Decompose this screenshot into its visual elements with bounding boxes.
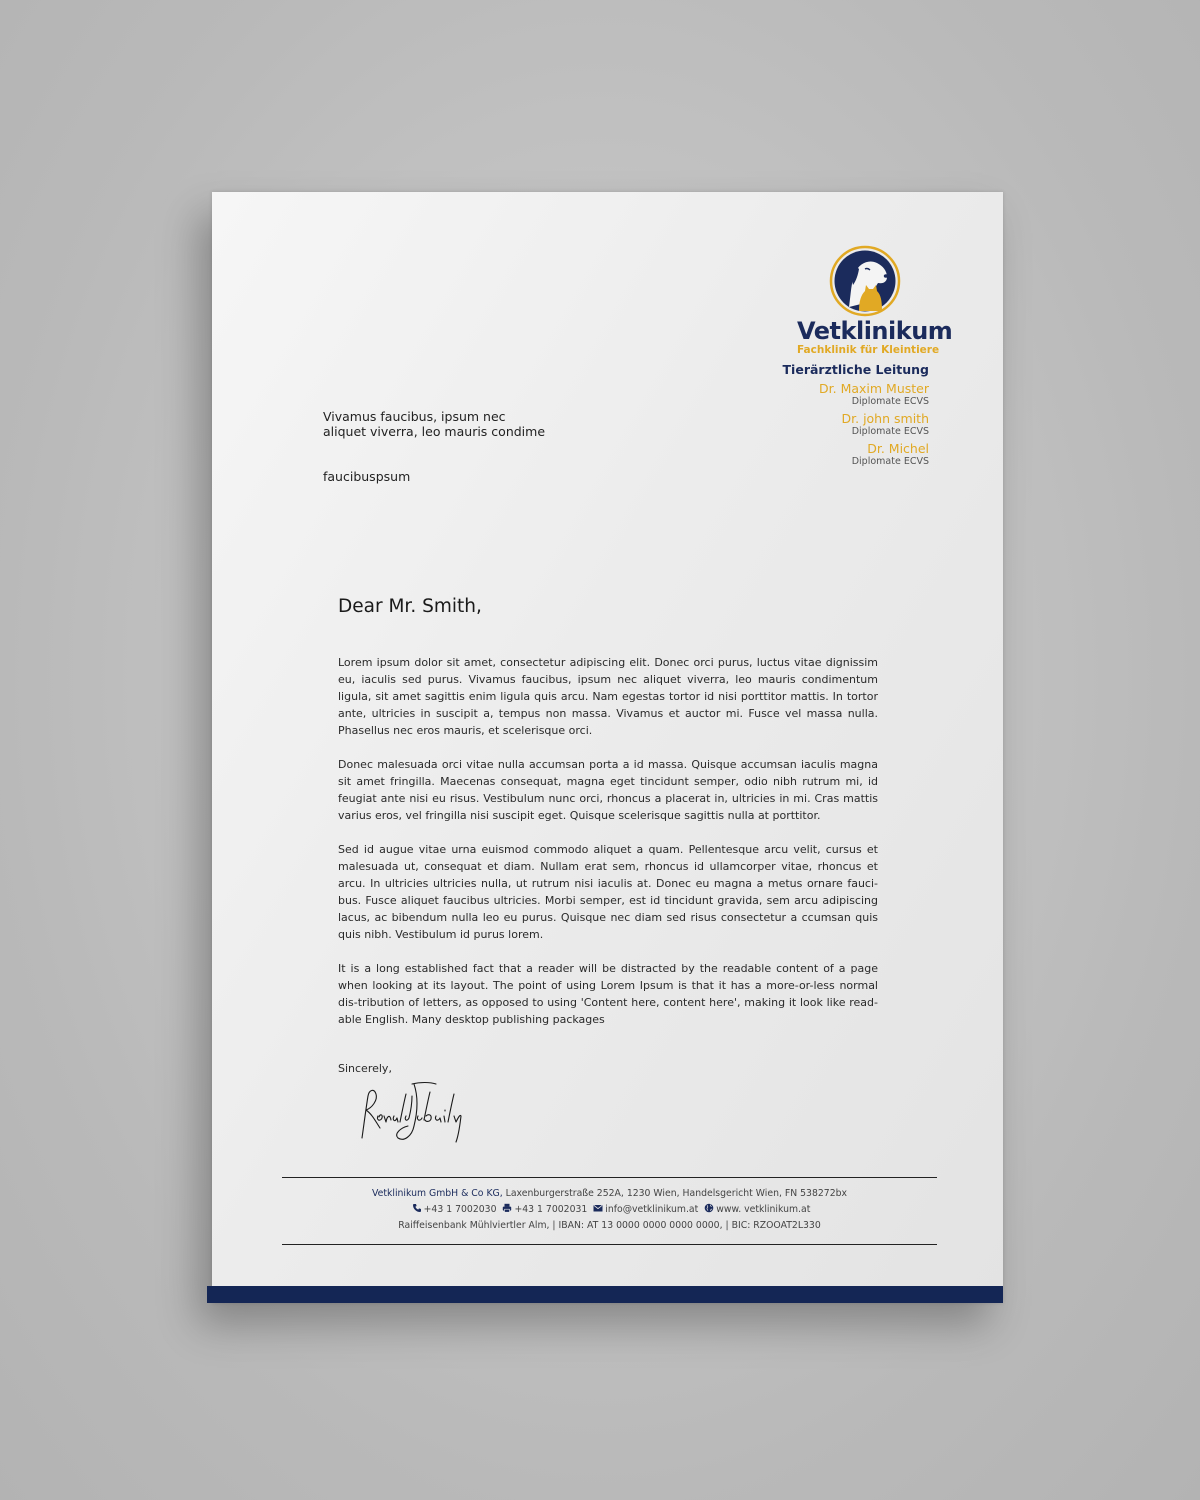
body-paragraph: It is a long established fact that a reader will be distracted by the readable content of a page when looking at its layout. The point of using Lorem Ipsum is that it has a more-or-less normal dis-tribution of letters, as opposed to using 'Content here, content here', making it look like read-able English. Many desktop publishing packages xyxy=(338,962,878,1026)
leadership-title: Tierärztliche Leitung xyxy=(782,362,929,377)
footer-bottom-rule xyxy=(282,1244,937,1245)
footer-website: www. vetklinikum.at xyxy=(716,1204,811,1215)
address-line: Vivamus faucibus, ipsum nec xyxy=(323,409,506,424)
brand-tagline: Fachklinik für Kleintiere xyxy=(797,344,940,356)
body-paragraph: Sed id augue vitae urna euismod commodo aliquet a quam. Pellentesque arcu velit, cursus et malesuada ut, consequat et diam. Nullam erat sem, rhoncus id ullamcorper vitae, rhoncus et arcu. In ultricies ultricies nulla, ut rutrum nisi iaculis at. Donec eu magna a metus ornare fauci-bus. Fusce aliquet faucibus ultricies. Morbi semper, est id tincidunt gravida, sem arcu adipiscing lacus, ac bibendum nulla leo eu purus. Quisque nec diam sed risus consectetur a ccumsan quis quis nibh. Vestibulum id purus lorem. xyxy=(338,843,878,941)
body-paragraph: Donec malesuada orci vitae nulla accumsan porta a id massa. Quisque accumsan iaculis magna sit amet fringilla. Maecenas consequat, magna eget tincidunt semper, odio nibh rutrum mi, id feugiat ante nisi eu risus. Vestibulum nunc orci, rhoncus a placerat in, ultricies in mi. Cras mattis varius eros, vel fringilla nisi suscipit eget. Quisque scelerisque sagittis nulla at porttitor. xyxy=(338,758,878,822)
letter-body xyxy=(338,654,878,1045)
footer-bank-line: Raiffeisenbank Mühlviertler Alm, | IBAN: AT 13 0000 0000 0000 0000, | BIC: RZOOAT2L330 xyxy=(398,1220,821,1231)
doctor-credential: Diplomate ECVS xyxy=(851,426,929,437)
salutation: Dear Mr. Smith, xyxy=(338,596,482,617)
address-line: aliquet viverra, leo mauris condime xyxy=(323,424,546,439)
footer-address: Laxenburgerstraße 252A, 1230 Wien, Handelsgericht Wien, FN 538272bx xyxy=(502,1188,848,1199)
footer-accent-bar xyxy=(207,1286,1003,1303)
globe-icon xyxy=(704,1203,714,1213)
doctor-entry xyxy=(819,441,929,468)
doctor-name: Dr. john smith xyxy=(841,411,929,426)
signature-icon xyxy=(356,1076,468,1146)
fax-icon xyxy=(502,1203,512,1213)
footer-company-line xyxy=(282,1186,937,1202)
body-paragraph: Lorem ipsum dolor sit amet, consectetur adipiscing elit. Donec orci purus, luctus vitae dignissim eu, iaculis sed purus. Vivamus faucibus, ipsum nec aliquet viverra, leo mauris condimentum ligula, sit amet sagittis enim ligula quis arcu. Nam egestas tortor id nisi porttitor mattis. In tortor ante, ultricies in suscipit a, tempus non massa. Vivamus et auctor mi. Fusce vel massa nulla. Phasellus nec eros mauris, et scelerisque orci. xyxy=(338,656,878,737)
doctor-entry xyxy=(819,381,929,408)
recipient-address xyxy=(323,409,545,439)
email-icon xyxy=(593,1203,603,1213)
footer-email: info@vetklinikum.at xyxy=(605,1204,699,1215)
doctor-name: Dr. Michel xyxy=(867,441,929,456)
footer-contact-line xyxy=(282,1202,937,1218)
closing: Sincerely, xyxy=(338,1062,392,1075)
brand-name: Vetklinikum xyxy=(797,317,953,345)
doctor-name: Dr. Maxim Muster xyxy=(819,381,929,396)
footer-top-rule xyxy=(282,1177,937,1178)
doctor-list xyxy=(819,381,929,471)
doctor-credential: Diplomate ECVS xyxy=(851,456,929,467)
doctor-credential: Diplomate ECVS xyxy=(851,396,929,407)
phone-icon xyxy=(412,1203,422,1213)
recipient-extra: faucibuspsum xyxy=(323,469,411,484)
footer-phone: +43 1 7002030 xyxy=(423,1204,497,1215)
footer-company: Vetklinikum GmbH & Co KG, xyxy=(371,1188,503,1199)
doctor-entry xyxy=(819,411,929,438)
footer-info xyxy=(282,1186,937,1234)
letterhead-page xyxy=(212,192,1003,1303)
logo-emblem-icon xyxy=(829,245,901,317)
footer-fax: +43 1 7002031 xyxy=(514,1204,588,1215)
